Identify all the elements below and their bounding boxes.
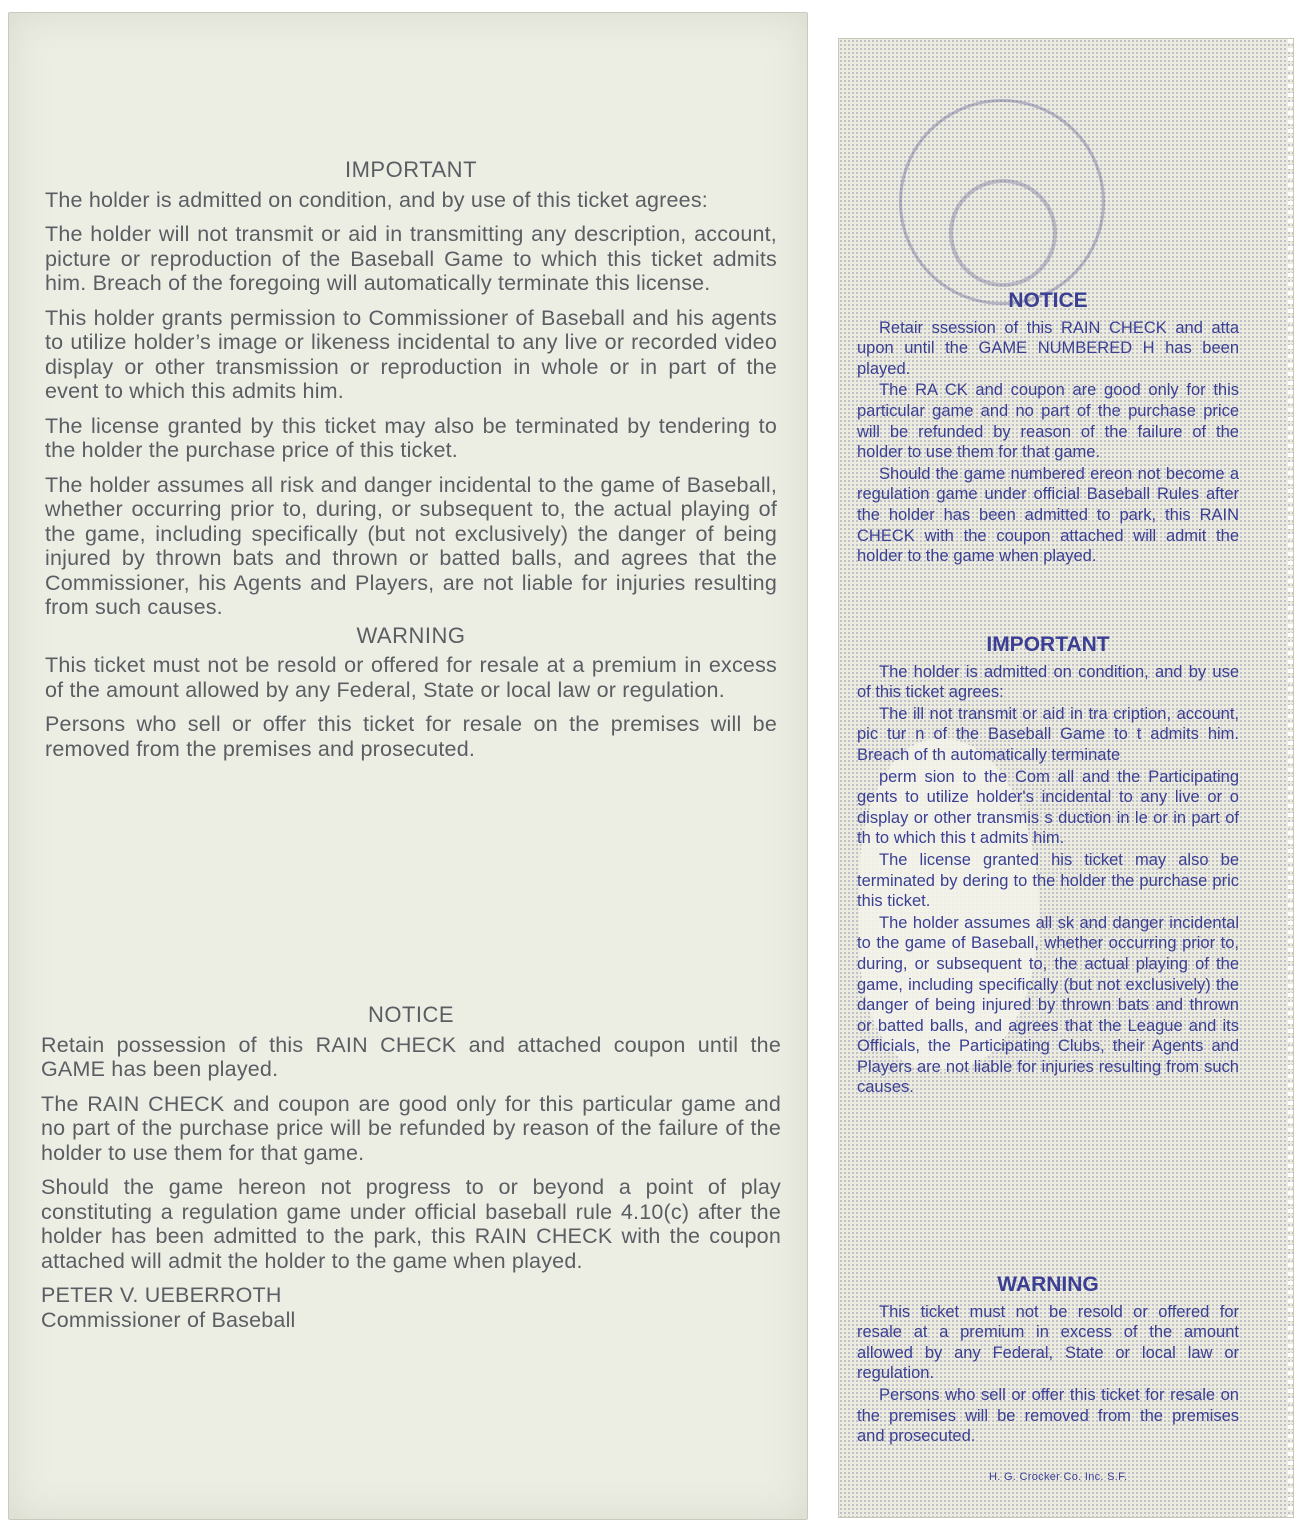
warning-paragraph: This ticket must not be resold or offered for resale at a premium in excess of the amount allowed by any Federal, State or local law or regulation. [45, 653, 777, 702]
signature-title: Commissioner of Baseball [41, 1307, 296, 1332]
notice-section [41, 1003, 781, 1332]
notice-paragraph: Retain possession of this RAIN CHECK and attached coupon until the GAME has been played. [41, 1032, 781, 1081]
important-heading: IMPORTANT [344, 157, 478, 182]
stub-notice-paragraph: The RA CK and coupon are good only for this particular game and no part of the purchase price will be refunded by reason of the failure of the holder to use them for that game. [857, 381, 1239, 462]
important-paragraph: The holder assumes all risk and danger incidental to the game of Baseball, whether occurring prior to, during, or subsequent to, the actual playing of the game, including specifically (but not exclusively) the danger of being injured by thrown bats and thrown or batted balls, and agrees that the Commissioner, his Agents and Players, are not liable for injuries resulting from such causes. [45, 472, 777, 619]
stub-warning-paragraph: This ticket must not be resold or offered for resale at a premium in excess of the amount allowed by any Federal, State or local law or regulation. [857, 1302, 1239, 1383]
important-section [45, 158, 777, 771]
stub-important-paragraph: The holder assumes all sk and danger incidental to the game of Baseball, whether occurring prior to, during, or subsequent to, the actual playing of the game, including specifically (but not exclusively) the danger of being injured by thrown bats and thrown or batted balls, and agrees that the League and its Officials, the Participating Clubs, their Agents and Players are not liable for injuries resulting from such causes. [857, 913, 1239, 1097]
rain-check-stub [838, 38, 1294, 1518]
notice-heading: NOTICE [367, 1002, 455, 1027]
notice-paragraph: The RAIN CHECK and coupon are good only for this particular game and no part of the purchase price will be refunded by reason of the failure of the holder to use them for that game. [41, 1091, 781, 1165]
stub-notice-section [857, 291, 1239, 568]
notice-paragraph: Should the game hereon not progress to or beyond a point of play constituting a regulation game under official baseball rule 4.10(c) after the holder has been admitted to the park, this RAIN CHECK with the coupon attached will admit the holder to the game when played. [41, 1175, 781, 1273]
printer-credit: H. G. Crocker Co. Inc. S.F. [989, 1471, 1128, 1483]
stub-warning-section [857, 1275, 1239, 1448]
stub-notice-paragraph: Should the game numbered ereon not become a regulation game under official Baseball Rules after the holder has been admitted to park, this RAIN CHECK with the coupon attached will admit the holder to the game when played. [857, 464, 1239, 566]
important-paragraph: The holder is admitted on condition, and by use of this ticket agrees: [45, 187, 708, 212]
important-paragraph: This holder grants permission to Commissioner of Baseball and his agents to utilize holder’s image or likeness incidental to any live or recorded video display or other transmission or reproduction in whole or in part of the event to which this admits him. [45, 305, 777, 403]
stub-notice-heading: NOTICE [1008, 289, 1088, 312]
stub-important-heading: IMPORTANT [986, 633, 1110, 656]
main-ticket-back [8, 12, 808, 1520]
stub-important-section [857, 635, 1239, 1099]
stub-notice-paragraph: Retair ssession of this RAIN CHECK and atta upon until the GAME NUMBERED H has been played. [857, 318, 1239, 378]
warning-paragraph: Persons who sell or offer this ticket for resale on the premises will be removed from the premises and prosecuted. [45, 712, 777, 761]
stub-important-paragraph: The ill not transmit or aid in tra cription, account, pic tur n of the Baseball Game to t admits him. Breach of th automatically terminate [857, 704, 1239, 764]
stub-important-paragraph: The license granted his ticket may also be terminated by dering to the holder the purchase pric this ticket. [857, 850, 1239, 911]
stub-warning-heading: WARNING [997, 1273, 1099, 1296]
seal-emblem-watermark [949, 179, 1057, 287]
stub-important-paragraph: perm sion to the Com all and the Participating gents to utilize holder's incidental to any live or o display or other transmis s duction in le or in part of th to which this t admits him. [857, 767, 1239, 848]
signature-name: PETER V. UEBERROTH [41, 1283, 282, 1307]
important-paragraph: The license granted by this ticket may also be terminated by tendering to the holder the purchase price of this ticket. [45, 413, 777, 462]
important-paragraph: The holder will not transmit or aid in transmitting any description, account, picture or reproduction of the Baseball Game to which this ticket admits him. Breach of the foregoing will automatically terminate this license. [45, 222, 777, 295]
warning-heading: WARNING [356, 622, 466, 648]
stub-important-paragraph: The holder is admitted on condition, and by use of this ticket agrees: [857, 662, 1239, 702]
stub-warning-paragraph: Persons who sell or offer this ticket for resale on the premises will be removed from the premises and prosecuted. [857, 1385, 1239, 1446]
